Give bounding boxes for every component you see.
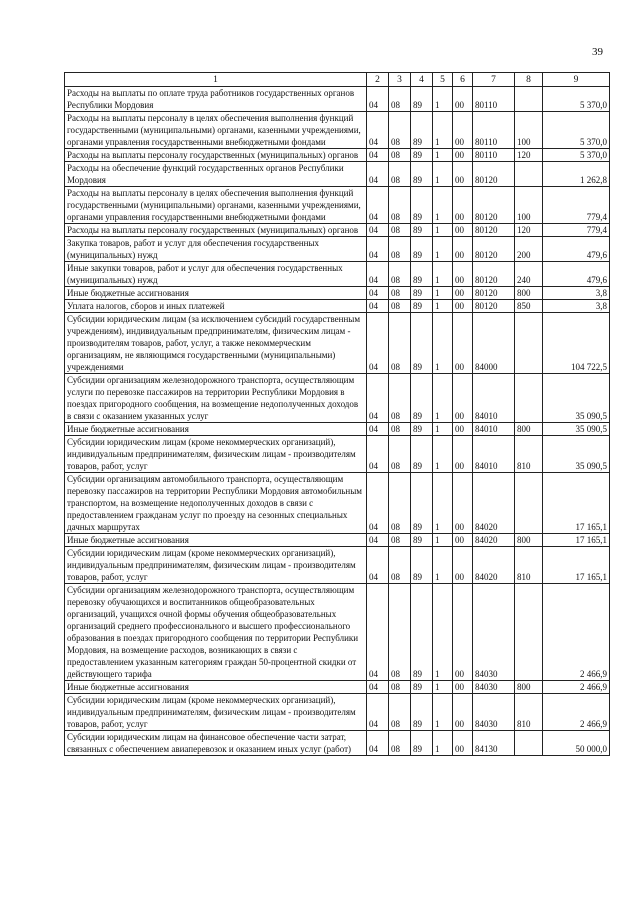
- expense-type-code: 800: [515, 287, 543, 300]
- section-code: 08: [389, 300, 411, 313]
- program-code: 1: [433, 149, 453, 162]
- expense-name: Иные бюджетные ассигнования: [65, 287, 367, 300]
- header-cell: 8: [515, 73, 543, 87]
- expense-name: Расходы на выплаты персоналу в целях обеспечения выполнения функций государственными (муниципальными) органами, казенными учреждениями, органами управления государственными внебюджетными фондами: [65, 112, 367, 149]
- subsection-code: 89: [411, 473, 433, 534]
- page-number: 39: [592, 46, 603, 58]
- header-cell: 9: [543, 73, 610, 87]
- subprogram-code: 00: [453, 313, 473, 374]
- subprogram-code: 00: [453, 287, 473, 300]
- program-code: 1: [433, 731, 453, 756]
- expense-name: Субсидии юридическим лицам (кроме некоммерческих организаций), индивидуальным предпринимателям, физическим лицам - производителям товаров, работ, услуг: [65, 436, 367, 473]
- amount: 479,6: [543, 237, 610, 262]
- subprogram-code: 00: [453, 681, 473, 694]
- table-header-row: [65, 73, 610, 87]
- article-code: 84030: [473, 681, 515, 694]
- subsection-code: 89: [411, 224, 433, 237]
- amount: 2 466,9: [543, 681, 610, 694]
- header-cell: 1: [65, 73, 367, 87]
- amount: 479,6: [543, 262, 610, 287]
- amount: 779,4: [543, 224, 610, 237]
- article-code: 84030: [473, 694, 515, 731]
- ministry-code: 04: [367, 300, 389, 313]
- header-cell: 3: [389, 73, 411, 87]
- expense-type-code: 810: [515, 436, 543, 473]
- expense-type-code: 100: [515, 112, 543, 149]
- amount: 1 262,8: [543, 162, 610, 187]
- program-code: 1: [433, 287, 453, 300]
- expense-type-code: 120: [515, 224, 543, 237]
- ministry-code: 04: [367, 149, 389, 162]
- header-cell: 2: [367, 73, 389, 87]
- expense-name: Уплата налогов, сборов и иных платежей: [65, 300, 367, 313]
- subsection-code: 89: [411, 187, 433, 224]
- expense-type-code: 800: [515, 423, 543, 436]
- table-row: [65, 187, 610, 224]
- subprogram-code: 00: [453, 112, 473, 149]
- table-row: [65, 237, 610, 262]
- table-row: [65, 436, 610, 473]
- table-row: [65, 731, 610, 756]
- article-code: 80120: [473, 262, 515, 287]
- budget-table: [64, 72, 610, 756]
- article-code: 80120: [473, 224, 515, 237]
- subsection-code: 89: [411, 423, 433, 436]
- expense-name: Иные бюджетные ассигнования: [65, 681, 367, 694]
- expense-name: Субсидии юридическим лицам (кроме некоммерческих организаций), индивидуальным предпринимателям, физическим лицам - производителям товаров, работ, услуг: [65, 547, 367, 584]
- section-code: 08: [389, 313, 411, 374]
- ministry-code: 04: [367, 262, 389, 287]
- subprogram-code: 00: [453, 162, 473, 187]
- expense-type-code: [515, 731, 543, 756]
- program-code: 1: [433, 187, 453, 224]
- ministry-code: 04: [367, 187, 389, 224]
- ministry-code: 04: [367, 112, 389, 149]
- amount: 17 165,1: [543, 547, 610, 584]
- amount: 2 466,9: [543, 694, 610, 731]
- ministry-code: 04: [367, 162, 389, 187]
- expense-name: Субсидии организациям автомобильного транспорта, осуществляющим перевозку пассажиров на территории Республики Мордовия автомобильным транспортом, на возмещение недополученных доходов в связи с предоставлением гражданам услуг по проезду на сезонных специальных дачных маршрутах: [65, 473, 367, 534]
- amount: 3,8: [543, 287, 610, 300]
- expense-name: Субсидии юридическим лицам (за исключением субсидий государственным учреждениям), индивидуальным предпринимателям, физическим лицам - производителям товаров, работ, услуг, а также некоммерческим организациям, не являющимся государственными (муниципальными) учреждениями: [65, 313, 367, 374]
- article-code: 84030: [473, 584, 515, 681]
- subsection-code: 89: [411, 149, 433, 162]
- program-code: 1: [433, 162, 453, 187]
- table-row: [65, 694, 610, 731]
- expense-type-code: [515, 87, 543, 112]
- section-code: 08: [389, 149, 411, 162]
- table-row: [65, 300, 610, 313]
- ministry-code: 04: [367, 237, 389, 262]
- expense-type-code: 800: [515, 534, 543, 547]
- expense-type-code: [515, 473, 543, 534]
- expense-name: Закупка товаров, работ и услуг для обеспечения государственных (муниципальных) нужд: [65, 237, 367, 262]
- ministry-code: 04: [367, 681, 389, 694]
- expense-type-code: 800: [515, 681, 543, 694]
- ministry-code: 04: [367, 473, 389, 534]
- table-row: [65, 149, 610, 162]
- section-code: 08: [389, 694, 411, 731]
- ministry-code: 04: [367, 224, 389, 237]
- article-code: 84130: [473, 731, 515, 756]
- program-code: 1: [433, 473, 453, 534]
- section-code: 08: [389, 237, 411, 262]
- table-row: [65, 287, 610, 300]
- expense-name: Иные закупки товаров, работ и услуг для обеспечения государственных (муниципальных) нужд: [65, 262, 367, 287]
- ministry-code: 04: [367, 374, 389, 423]
- article-code: 80120: [473, 287, 515, 300]
- expense-type-code: [515, 374, 543, 423]
- article-code: 84010: [473, 423, 515, 436]
- article-code: 80120: [473, 162, 515, 187]
- subprogram-code: 00: [453, 436, 473, 473]
- program-code: 1: [433, 681, 453, 694]
- expense-name: Субсидии юридическим лицам на финансовое обеспечение части затрат, связанных с обеспечением авиаперевозок и оказанием иных услуг (работ): [65, 731, 367, 756]
- section-code: 08: [389, 187, 411, 224]
- subsection-code: 89: [411, 313, 433, 374]
- expense-name: Субсидии юридическим лицам (кроме некоммерческих организаций), индивидуальным предпринимателям, физическим лицам - производителям товаров, работ, услуг: [65, 694, 367, 731]
- article-code: 80110: [473, 112, 515, 149]
- program-code: 1: [433, 547, 453, 584]
- ministry-code: 04: [367, 694, 389, 731]
- program-code: 1: [433, 300, 453, 313]
- article-code: 80120: [473, 237, 515, 262]
- header-cell: 4: [411, 73, 433, 87]
- section-code: 08: [389, 534, 411, 547]
- section-code: 08: [389, 584, 411, 681]
- article-code: 84000: [473, 313, 515, 374]
- amount: 3,8: [543, 300, 610, 313]
- amount: 35 090,5: [543, 436, 610, 473]
- subsection-code: 89: [411, 262, 433, 287]
- subprogram-code: 00: [453, 694, 473, 731]
- program-code: 1: [433, 224, 453, 237]
- section-code: 08: [389, 374, 411, 423]
- program-code: 1: [433, 262, 453, 287]
- expense-type-code: 100: [515, 187, 543, 224]
- subsection-code: 89: [411, 681, 433, 694]
- subprogram-code: 00: [453, 547, 473, 584]
- article-code: 80110: [473, 149, 515, 162]
- expense-type-code: 850: [515, 300, 543, 313]
- section-code: 08: [389, 87, 411, 112]
- subsection-code: 89: [411, 584, 433, 681]
- table-row: [65, 534, 610, 547]
- expense-type-code: 120: [515, 149, 543, 162]
- expense-type-code: [515, 162, 543, 187]
- section-code: 08: [389, 287, 411, 300]
- program-code: 1: [433, 112, 453, 149]
- subprogram-code: 00: [453, 262, 473, 287]
- table-row: [65, 547, 610, 584]
- table-row: [65, 423, 610, 436]
- section-code: 08: [389, 423, 411, 436]
- section-code: 08: [389, 262, 411, 287]
- subprogram-code: 00: [453, 224, 473, 237]
- table-row: [65, 374, 610, 423]
- amount: 104 722,5: [543, 313, 610, 374]
- amount: 35 090,5: [543, 423, 610, 436]
- ministry-code: 04: [367, 423, 389, 436]
- ministry-code: 04: [367, 287, 389, 300]
- table-row: [65, 262, 610, 287]
- subprogram-code: 00: [453, 149, 473, 162]
- expense-type-code: 810: [515, 547, 543, 584]
- amount: 35 090,5: [543, 374, 610, 423]
- subprogram-code: 00: [453, 374, 473, 423]
- expense-type-code: [515, 313, 543, 374]
- expense-name: Иные бюджетные ассигнования: [65, 534, 367, 547]
- program-code: 1: [433, 237, 453, 262]
- table-row: [65, 224, 610, 237]
- subprogram-code: 00: [453, 237, 473, 262]
- table-row: [65, 162, 610, 187]
- amount: 17 165,1: [543, 473, 610, 534]
- amount: 5 370,0: [543, 112, 610, 149]
- expense-name: Расходы на обеспечение функций государственных органов Республики Мордовия: [65, 162, 367, 187]
- expense-type-code: [515, 584, 543, 681]
- subsection-code: 89: [411, 287, 433, 300]
- table-row: [65, 87, 610, 112]
- section-code: 08: [389, 162, 411, 187]
- table-row: [65, 313, 610, 374]
- article-code: 80120: [473, 300, 515, 313]
- expense-type-code: 810: [515, 694, 543, 731]
- expense-name: Расходы на выплаты персоналу государственных (муниципальных) органов: [65, 224, 367, 237]
- subsection-code: 89: [411, 374, 433, 423]
- expense-name: Субсидии организациям железнодорожного транспорта, осуществляющим перевозку обучающихся и воспитанников общеобразовательных организаций, учащихся очной формы обучения общеобразовательных организаций среднего профессионального и высшего профессионального образования в поездах пригородного сообщения по территории Республики Мордовия, на возмещение расходов, возникающих в связи с предоставлением указанным категориям граждан 50-процентной скидки от действующего тарифа: [65, 584, 367, 681]
- subprogram-code: 00: [453, 300, 473, 313]
- ministry-code: 04: [367, 584, 389, 681]
- subprogram-code: 00: [453, 473, 473, 534]
- subsection-code: 89: [411, 300, 433, 313]
- article-code: 84020: [473, 547, 515, 584]
- program-code: 1: [433, 694, 453, 731]
- subsection-code: 89: [411, 237, 433, 262]
- article-code: 84010: [473, 436, 515, 473]
- section-code: 08: [389, 112, 411, 149]
- subsection-code: 89: [411, 112, 433, 149]
- subprogram-code: 00: [453, 187, 473, 224]
- program-code: 1: [433, 534, 453, 547]
- ministry-code: 04: [367, 436, 389, 473]
- header-cell: 6: [453, 73, 473, 87]
- ministry-code: 04: [367, 731, 389, 756]
- subsection-code: 89: [411, 731, 433, 756]
- program-code: 1: [433, 87, 453, 112]
- subsection-code: 89: [411, 87, 433, 112]
- table-row: [65, 473, 610, 534]
- table-row: [65, 584, 610, 681]
- section-code: 08: [389, 681, 411, 694]
- subprogram-code: 00: [453, 534, 473, 547]
- expense-type-code: 240: [515, 262, 543, 287]
- subsection-code: 89: [411, 436, 433, 473]
- ministry-code: 04: [367, 313, 389, 374]
- subsection-code: 89: [411, 694, 433, 731]
- amount: 17 165,1: [543, 534, 610, 547]
- expense-name: Иные бюджетные ассигнования: [65, 423, 367, 436]
- subsection-code: 89: [411, 547, 433, 584]
- ministry-code: 04: [367, 547, 389, 584]
- header-cell: 5: [433, 73, 453, 87]
- article-code: 80120: [473, 187, 515, 224]
- subprogram-code: 00: [453, 731, 473, 756]
- program-code: 1: [433, 423, 453, 436]
- program-code: 1: [433, 584, 453, 681]
- expense-name: Субсидии организациям железнодорожного транспорта, осуществляющим услуги по перевозке пассажиров на территории Республики Мордовия в поездах пригородного сообщения, на возмещение недополученных доходов в связи с оказанием указанных услуг: [65, 374, 367, 423]
- table-row: [65, 681, 610, 694]
- amount: 779,4: [543, 187, 610, 224]
- article-code: 84010: [473, 374, 515, 423]
- section-code: 08: [389, 731, 411, 756]
- article-code: 84020: [473, 534, 515, 547]
- program-code: 1: [433, 313, 453, 374]
- subprogram-code: 00: [453, 423, 473, 436]
- section-code: 08: [389, 473, 411, 534]
- section-code: 08: [389, 224, 411, 237]
- section-code: 08: [389, 436, 411, 473]
- program-code: 1: [433, 374, 453, 423]
- subprogram-code: 00: [453, 87, 473, 112]
- article-code: 84020: [473, 473, 515, 534]
- expense-name: Расходы на выплаты по оплате труда работников государственных органов Республики Мордовия: [65, 87, 367, 112]
- amount: 5 370,0: [543, 149, 610, 162]
- amount: 5 370,0: [543, 87, 610, 112]
- expense-name: Расходы на выплаты персоналу государственных (муниципальных) органов: [65, 149, 367, 162]
- program-code: 1: [433, 436, 453, 473]
- ministry-code: 04: [367, 534, 389, 547]
- ministry-code: 04: [367, 87, 389, 112]
- section-code: 08: [389, 547, 411, 584]
- article-code: 80110: [473, 87, 515, 112]
- subsection-code: 89: [411, 162, 433, 187]
- subsection-code: 89: [411, 534, 433, 547]
- amount: 50 000,0: [543, 731, 610, 756]
- amount: 2 466,9: [543, 584, 610, 681]
- subprogram-code: 00: [453, 584, 473, 681]
- expense-name: Расходы на выплаты персоналу в целях обеспечения выполнения функций государственными (муниципальными) органами, казенными учреждениями, органами управления государственными внебюджетными фондами: [65, 187, 367, 224]
- expense-type-code: 200: [515, 237, 543, 262]
- header-cell: 7: [473, 73, 515, 87]
- table-row: [65, 112, 610, 149]
